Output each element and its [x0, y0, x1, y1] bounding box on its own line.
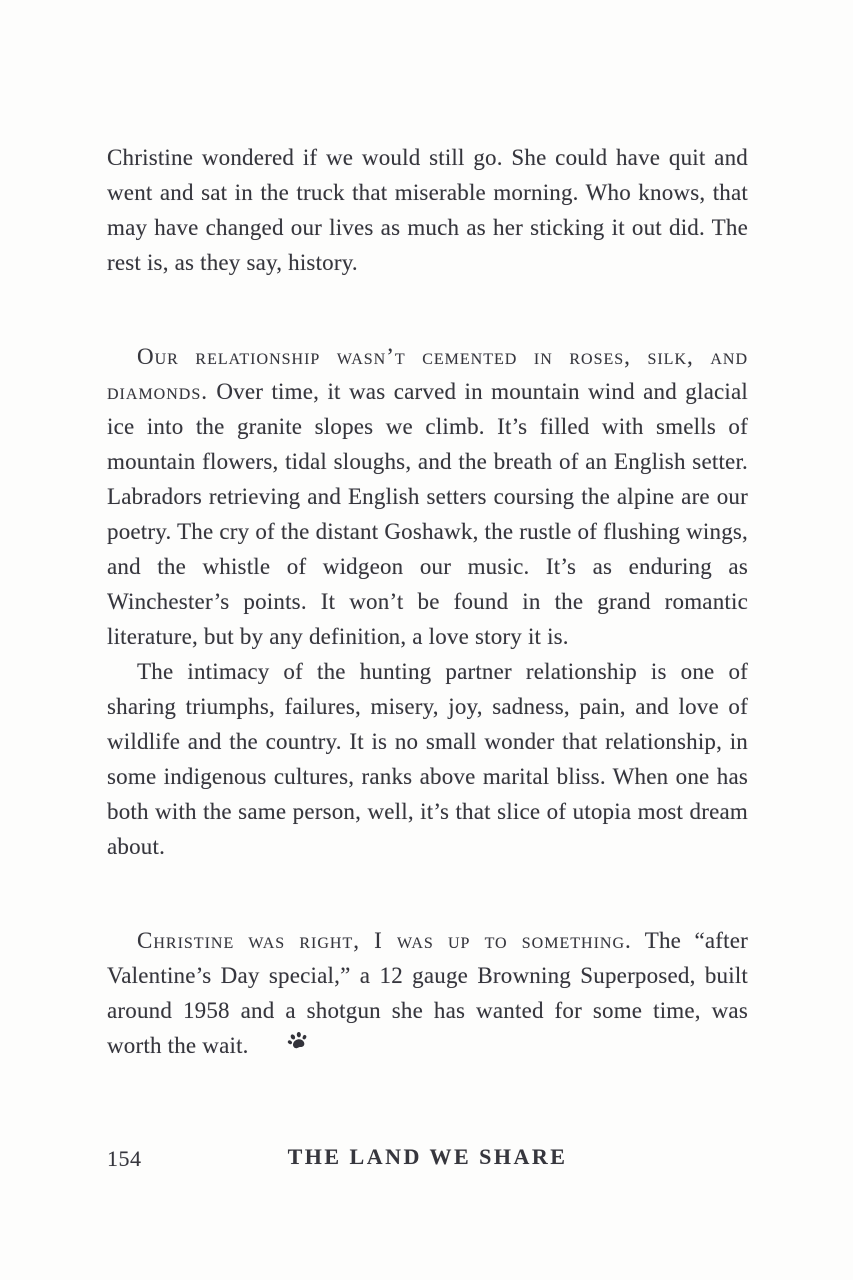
paw-print-icon	[256, 1029, 311, 1062]
page-footer	[107, 1144, 748, 1174]
body-paragraph-1	[107, 140, 748, 280]
paragraph-text: The intimacy of the hunting partner relationship is one of sharing triumphs, failures, misery, joy, sadness, pain, and love of wildlife and the country. It is no small wonder that relationship, in some indigenous cultures, ranks above marital bliss. When one has both with the same person, well, it’s that slice of utopia most dream about.	[107, 659, 748, 859]
page-body	[107, 140, 748, 1063]
paragraph-text: The “after Valentine’s Day special,” a 12 gauge Browning Superposed, built around 1958 and a shotgun she has wanted for some time, was worth the wait.	[107, 928, 748, 1058]
body-paragraph-2	[107, 339, 748, 654]
paragraph-lead-smallcaps: Our relationship wasn’t cemented in roses, silk, and diamonds.	[107, 344, 748, 404]
paragraph-lead-smallcaps: Christine was right, I was up to something.	[137, 928, 632, 953]
running-title: THE LAND WE SHARE	[287, 1144, 568, 1169]
body-paragraph-4	[107, 923, 748, 1063]
paragraph-text: Over time, it was carved in mountain wind and glacial ice into the granite slopes we climb. It’s filled with smells of mountain flowers, tidal sloughs, and the breath of an English setter. Labradors retrieving and English setters coursing the alpine are our poetry. The cry of the distant Goshawk, the rustle of flushing wings, and the whistle of widgeon our music. It’s as enduring as Winchester’s points. It won’t be found in the grand romantic literature, but by any definition, a love story it is.	[107, 379, 748, 649]
paragraph-text: Christine wondered if we would still go. She could have quit and went and sat in the truck that miserable morning. Who knows, that may have changed our lives as much as her sticking it out did. The rest is, as they say, history.	[107, 145, 748, 275]
page-number: 154	[107, 1146, 142, 1171]
body-paragraph-3	[107, 654, 748, 864]
